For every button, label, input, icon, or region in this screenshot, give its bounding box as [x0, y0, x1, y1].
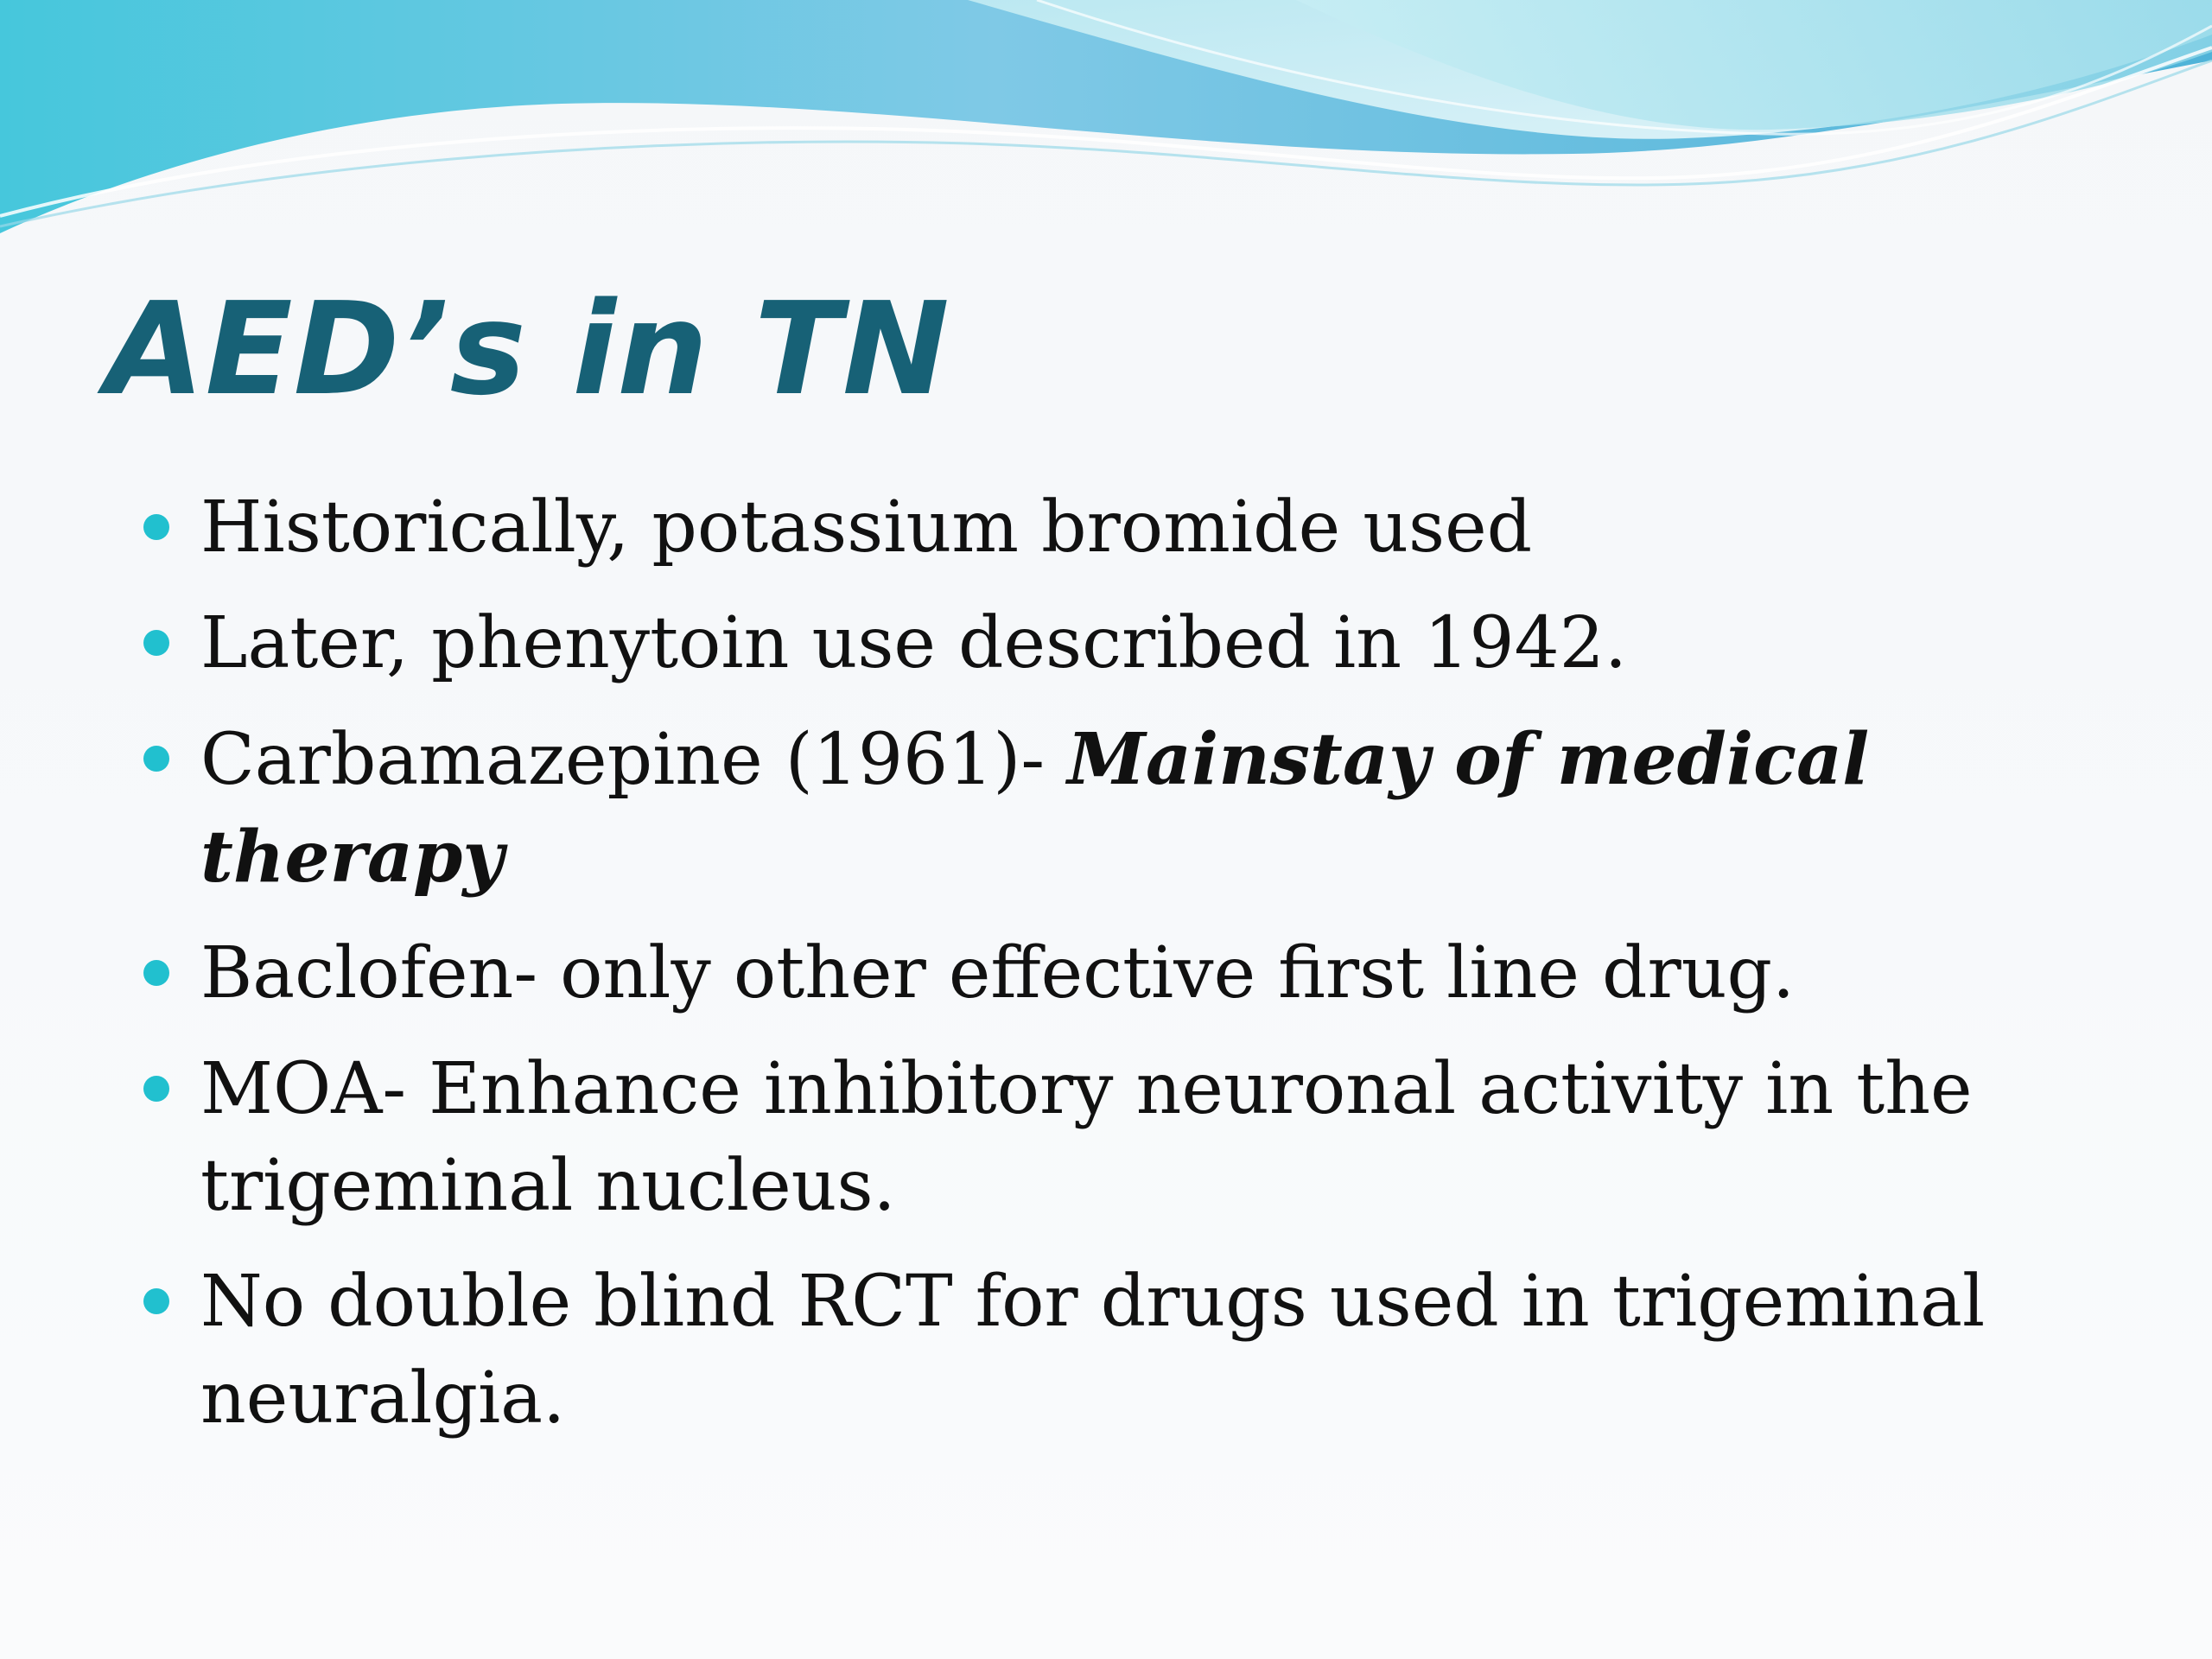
- bullet-text: MOA- Enhance inhibitory neuronal activity in the trigeminal nucleus.: [200, 1048, 1973, 1227]
- bullet-text: Carbamazepine (1961)-: [200, 719, 1068, 801]
- bullet-dot-icon: [143, 960, 169, 986]
- bullet-item: [138, 480, 2126, 576]
- bullet-dot-icon: [143, 514, 169, 540]
- bullet-item: [138, 1254, 2032, 1447]
- bullet-dot-icon: [143, 630, 169, 656]
- bullet-dot-icon: [143, 1076, 169, 1102]
- bullet-item: [138, 1041, 2032, 1235]
- bullet-emphasis: Mainstay of medical therapy: [200, 718, 1870, 899]
- bullet-list: [138, 480, 2126, 1466]
- bullet-item: [138, 711, 2126, 906]
- bullet-text: Historically, potassium bromide used: [200, 486, 1533, 569]
- wave-banner: [0, 0, 2212, 259]
- bullet-dot-icon: [143, 1288, 169, 1314]
- slide-title: AED’s in TN: [105, 275, 950, 423]
- bullet-text: Baclofen- only other effective first line drug.: [200, 932, 1796, 1014]
- bullet-text: Later, phenytoin use described in 1942.: [200, 602, 1627, 684]
- bullet-text: No double blind RCT for drugs used in trigeminal neuralgia.: [200, 1261, 1986, 1440]
- bullet-dot-icon: [143, 746, 169, 772]
- bullet-item: [138, 925, 2126, 1022]
- bullet-item: [138, 595, 2126, 692]
